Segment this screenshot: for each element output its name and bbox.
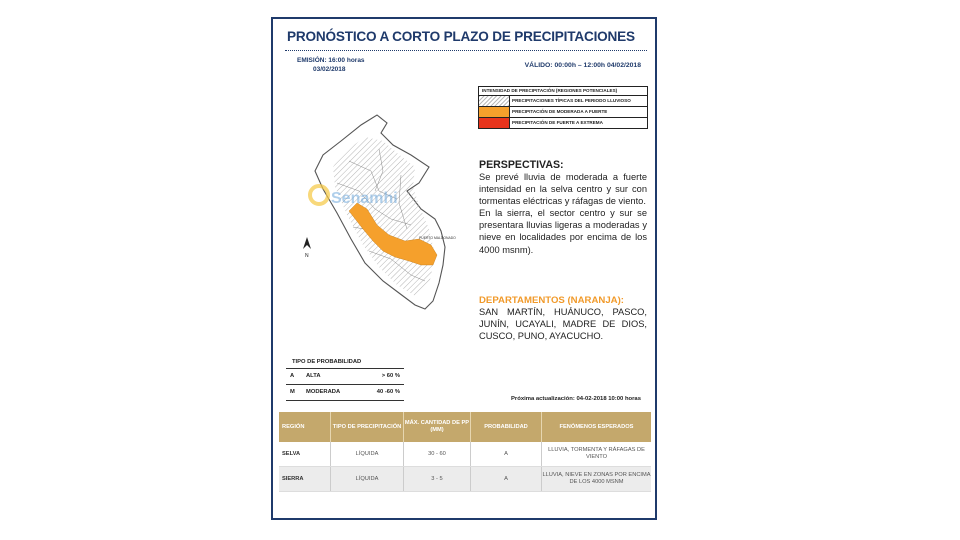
map-watermark: Senamhi: [331, 190, 398, 207]
title-divider: [285, 50, 647, 51]
table-cell: LÍQUIDA: [331, 442, 404, 466]
table-cell: SIERRA: [279, 467, 331, 491]
map-place-label: PUERTO MALDONADO: [419, 236, 456, 240]
legend-item-label: PRECIPITACIÓN DE FUERTE A EXTREMA: [512, 120, 603, 125]
legend-item: [479, 118, 647, 128]
probability-name: MODERADA: [306, 389, 341, 395]
perspectives-heading: PERSPECTIVAS:: [479, 159, 564, 171]
intensity-legend: [478, 86, 648, 129]
table-cell: LLUVIA, NIEVE EN ZONAS POR ENCIMA DE LOS 4000 MSNM: [542, 472, 651, 485]
departments-heading: DEPARTAMENTOS (NARANJA):: [479, 295, 624, 306]
table-cell: 30 - 60: [404, 442, 471, 466]
table-cell: LLUVIA, TORMENTA Y RÁFAGAS DE VIENTO: [548, 447, 645, 460]
probability-header: TIPO DE PROBABILIDAD: [286, 356, 404, 369]
north-arrow-icon: [303, 237, 311, 259]
probability-range: 40 -60 %: [376, 389, 400, 395]
legend-item-label: PRECIPITACIONES TÍPICAS DEL PERIODO LLUVIOSO: [512, 98, 631, 103]
column-header: TIPO DE PRECIPITACIÓN: [331, 412, 404, 442]
table-cell: 3 - 5: [404, 467, 471, 491]
legend-item-label: PRECIPITACIÓN DE MODERADA A FUERTE: [512, 109, 608, 114]
bulletin-title: PRONÓSTICO A CORTO PLAZO DE PRECIPITACIONES: [287, 29, 635, 44]
probability-code: M: [290, 389, 295, 395]
probability-range: > 60 %: [381, 373, 400, 379]
perspectives-section: [479, 159, 647, 256]
table-header: [279, 412, 651, 442]
emission-info: [297, 56, 365, 74]
next-update: Próxima actualización: 04-02-2018 10:00 horas: [511, 396, 641, 402]
probability-row: [286, 385, 404, 401]
emission-label: EMISIÓN: 16:00 horas: [297, 57, 365, 64]
forecast-table: [279, 412, 651, 492]
probability-name: ALTA: [306, 373, 321, 379]
legend-header: INTENSIDAD DE PRECIPITACIÓN (REGIONES POTENCIALES): [479, 87, 647, 96]
column-header: MÁX. CANTIDAD DE PP (MM): [404, 412, 471, 442]
svg-text:N: N: [305, 253, 309, 259]
probability-type-table: [286, 356, 404, 401]
table-cell: A: [471, 442, 542, 466]
validity-period: VÁLIDO: 00:00h – 12:00h 04/02/2018: [524, 62, 641, 69]
column-header: REGIÓN: [279, 412, 331, 442]
emission-date: 03/02/2018: [313, 66, 346, 73]
table-cell: A: [471, 467, 542, 491]
senamhi-logo-icon: [310, 186, 328, 204]
peru-precipitation-map: [279, 79, 479, 319]
legend-item: [479, 107, 647, 118]
departments-text: SAN MARTÍN, HUÁNUCO, PASCO, JUNÍN, UCAYALI, MADRE DE DIOS, CUSCO, PUNO, AYACUCHO.: [479, 307, 647, 342]
red-swatch: [479, 118, 510, 128]
column-header: PROBABILIDAD: [471, 412, 542, 442]
orange-swatch: [479, 107, 510, 117]
table-cell: LÍQUIDA: [331, 467, 404, 491]
legend-item: [479, 96, 647, 107]
departments-section: [479, 295, 647, 342]
hatch-swatch: [479, 96, 510, 106]
table-row: [279, 442, 651, 467]
perspectives-text-1: Se prevé lluvia de moderada a fuerte intensidad en la selva centro y sur con tormentas eléctricas y ráfagas de viento.: [479, 172, 647, 207]
probability-row: [286, 369, 404, 385]
perspectives-text-2: En la sierra, el sector centro y sur se presentara lluvias ligeras a moderadas y nieve en localidades por encima de los 4000 msnm).: [479, 208, 647, 255]
probability-code: A: [290, 373, 295, 379]
column-header: FENÓMENOS ESPERADOS: [559, 423, 634, 430]
forecast-bulletin: [271, 17, 657, 520]
table-cell: SELVA: [279, 442, 331, 466]
table-row: [279, 467, 651, 492]
